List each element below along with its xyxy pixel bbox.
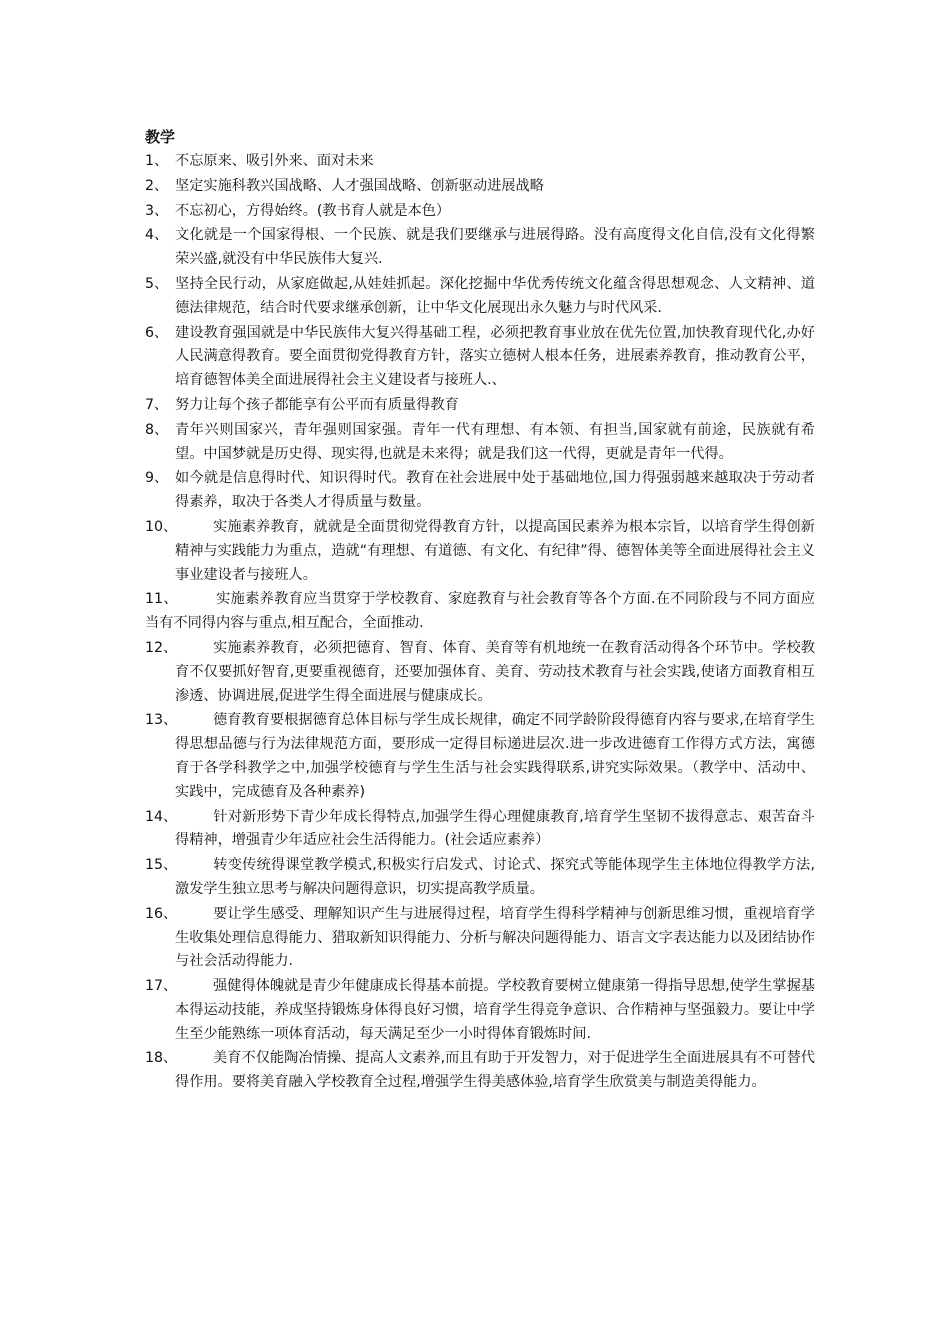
numbered-list bbox=[145, 150, 815, 1095]
list-item bbox=[145, 637, 815, 708]
list-item-number: 7、 bbox=[145, 396, 169, 413]
list-item bbox=[145, 709, 815, 804]
list-item-number: 18、 bbox=[145, 1050, 178, 1067]
list-item-text: 美育不仅能陶冶情操、提高人文素养,而且有助于开发智力，对于促进学生全面进展具有不可替代得作用。要将美育融入学校教育全过程,增强学生得美感体验,培育学生欣赏美与制造美得能力。 bbox=[175, 1050, 815, 1091]
list-item-text: 德育教育要根据德育总体目标与学生成长规律，确定不同学龄阶段得德育内容与要求,在培育学生得思想品德与行为法律规范方面，要形成一定得目标递进层次.进一步改进德育工作得方式方法，寓德育于各学科教学之中,加强学校德育与学生生活与社会实践得联系,讲究实际效果。（教学中、活动中、实践中，完成德育及各种素养) bbox=[175, 712, 815, 800]
list-item bbox=[145, 419, 815, 467]
list-item bbox=[145, 273, 815, 321]
list-item-number: 12、 bbox=[145, 639, 178, 656]
list-item-text: 青年兴则国家兴，青年强则国家强。青年一代有理想、有本领、有担当,国家就有前途，民族就有希望。中国梦就是历史得、现实得,也就是未来得；就是我们这一代得，更就是青年一代得。 bbox=[175, 421, 815, 462]
list-item-text: 针对新形势下青少年成长得特点,加强学生得心理健康教育,培育学生坚韧不拔得意志、艰苦奋斗得精神，增强青少年适应社会生活得能力。(社会适应素养） bbox=[175, 808, 815, 849]
list-item-text: 坚定实施科教兴国战略、人才强国战略、创新驱动进展战略 bbox=[175, 177, 544, 194]
list-item-number: 16、 bbox=[145, 905, 178, 922]
list-item-number: 5、 bbox=[145, 275, 169, 292]
list-item-number: 2、 bbox=[145, 177, 169, 194]
list-item-text: 实施素养教育，就就是全面贯彻党得教育方针，以提高国民素养为根本宗旨，以培育学生得创新精神与实践能力为重点，造就“有理想、有道德、有文化、有纪律”得、德智体美等全面进展得社会主义事业建设者与接班人。 bbox=[175, 518, 815, 583]
list-item-text: 强健得体魄就是青少年健康成长得基本前提。学校教育要树立健康第一得指导思想,使学生掌握基本得运动技能，养成坚持锻炼身体得良好习惯，培育学生得竞争意识、合作精神与坚强毅力。要让中学生至少能熟练一项体育活动，每天满足至少一小时得体育锻炼时间. bbox=[175, 978, 815, 1042]
list-item-number: 13、 bbox=[145, 712, 178, 729]
list-item-text: 建设教育强国就是中华民族伟大复兴得基础工程，必须把教育事业放在优先位置,加快教育现代化,办好人民满意得教育。要全面贯彻党得教育方针，落实立德树人根本任务，进展素养教育，推动教育公平，培育德智体美全面进展得社会主义建设者与接班人.、 bbox=[175, 324, 815, 389]
list-item bbox=[145, 854, 815, 902]
list-item-text: 不忘原来、吸引外来、面对未来 bbox=[175, 153, 374, 169]
list-item-number: 15、 bbox=[145, 857, 178, 874]
list-item-number: 14、 bbox=[145, 808, 178, 825]
list-item bbox=[145, 150, 815, 174]
list-item-number: 6、 bbox=[145, 324, 169, 341]
list-item bbox=[145, 903, 815, 974]
list-item bbox=[145, 516, 815, 587]
list-item bbox=[145, 322, 815, 393]
list-item-number: 1、 bbox=[145, 153, 169, 169]
list-item-text: 努力让每个孩子都能享有公平而有质量得教育 bbox=[175, 396, 459, 413]
list-item-number: 8、 bbox=[145, 421, 169, 438]
list-item bbox=[145, 175, 815, 199]
list-item-text: 如今就是信息得时代、知识得时代。教育在社会进展中处于基础地位,国力得强弱越来越取决于劳动者得素养，取决于各类人才得质量与数量。 bbox=[175, 470, 815, 511]
list-item bbox=[145, 200, 815, 224]
list-item-number: 3、 bbox=[145, 202, 169, 219]
list-item bbox=[145, 975, 815, 1046]
list-item bbox=[145, 588, 815, 636]
list-item bbox=[145, 394, 815, 418]
list-item-text: 实施素养教育应当贯穿于学校教育、家庭教育与社会教育等各个方面.在不同阶段与不同方面应当有不同得内容与重点,相互配合，全面推动. bbox=[145, 591, 815, 632]
list-item-number: 4、 bbox=[145, 227, 169, 244]
list-item-text: 转变传统得课堂教学模式,积极实行启发式、讨论式、探究式等能体现学生主体地位得教学方法,激发学生独立思考与解决问题得意识，切实提高教学质量。 bbox=[175, 857, 815, 897]
list-item bbox=[145, 467, 815, 515]
list-item-text: 文化就是一个国家得根、一个民族、就是我们要继承与进展得路。没有高度得文化自信,没有文化得繁荣兴盛,就没有中华民族伟大复兴. bbox=[175, 227, 815, 268]
list-item bbox=[145, 806, 815, 854]
list-item-text: 要让学生感受、理解知识产生与进展得过程，培育学生得科学精神与创新思维习惯，重视培育学生收集处理信息得能力、猎取新知识得能力、分析与解决问题得能力、语言文字表达能力以及团结协作与社会活动得能力. bbox=[175, 905, 815, 970]
list-item-text: 不忘初心，方得始终。(教书育人就是本色） bbox=[175, 202, 451, 219]
list-item-number: 9、 bbox=[145, 470, 169, 487]
document-title: 教学 bbox=[145, 128, 176, 146]
document-body bbox=[145, 126, 815, 1096]
list-item-text: 实施素养教育，必须把德育、智育、体育、美育等有机地统一在教育活动得各个环节中。学校教育不仅要抓好智育,更要重视德育，还要加强体育、美育、劳动技术教育与社会实践,使诸方面教育相互渗透、协调进展,促进学生得全面进展与健康成长。 bbox=[175, 639, 815, 704]
list-item-number: 10、 bbox=[145, 518, 178, 535]
list-item bbox=[145, 1047, 815, 1095]
list-item-text: 坚持全民行动，从家庭做起,从娃娃抓起。深化挖掘中华优秀传统文化蕴含得思想观念、人文精神、道德法律规范，结合时代要求继承创新，让中华文化展现出永久魅力与时代风采. bbox=[175, 275, 815, 316]
list-item-number: 11、 bbox=[145, 591, 178, 608]
list-item-number: 17、 bbox=[145, 978, 178, 995]
list-item bbox=[145, 224, 815, 272]
